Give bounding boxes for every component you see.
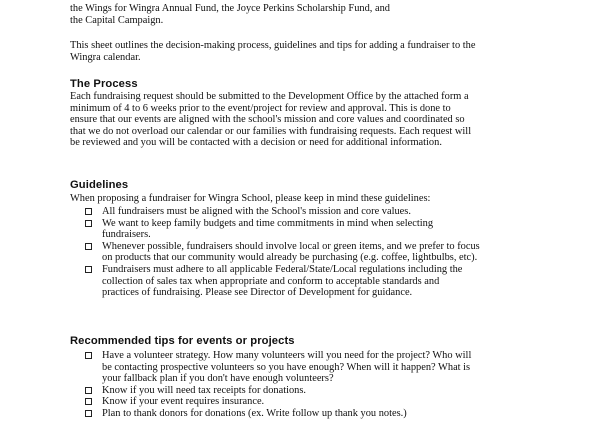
list-item [70, 385, 530, 397]
intro-fragment [70, 3, 522, 26]
checkbox-icon [85, 387, 92, 394]
text-line: collection of sales tax when appropriate and conform to acceptable standards and [102, 275, 440, 287]
text-line: Have a volunteer strategy. How many volunteers will you need for the project? Who will [102, 350, 472, 361]
text-line: ensure that our events are aligned with the school's mission and core values and coordinated so [70, 114, 465, 126]
text-line: on products that our community would already be purchasing (e.g. coffee, lightbulbs, etc). [102, 252, 478, 264]
list-item [70, 408, 530, 420]
list-item [70, 264, 530, 299]
guidelines-intro [70, 193, 522, 205]
checkbox-icon [85, 352, 92, 359]
tips-heading: Recommended tips for events or projects [70, 335, 295, 347]
guidelines-heading: Guidelines [70, 179, 129, 191]
list-item [70, 218, 530, 241]
text-line: Plan to thank donors for donations (ex. Write follow up thank you notes.) [102, 407, 407, 419]
text-line: Fundraisers must adhere to all applicable Federal/State/Local regulations including the [102, 263, 463, 275]
text-line: fundraisers. [102, 229, 151, 241]
text-line: Know if you will need tax receipts for donations. [102, 384, 307, 396]
text-line: the Wings for Wingra Annual Fund, the Joyce Perkins Scholarship Fund, and [70, 3, 390, 14]
list-item [70, 396, 530, 408]
text-line: be reviewed and you will be contacted with a decision or need for additional information. [70, 137, 442, 149]
text-line: Know if your event requires insurance. [102, 396, 265, 408]
text-line: We want to keep family budgets and time commitments in mind when selecting [102, 217, 434, 229]
checkbox-icon [85, 243, 92, 250]
text-line: When proposing a fundraiser for Wingra School, please keep in mind these guidelines: [70, 193, 431, 204]
text-line: All fundraisers must be aligned with the School's mission and core values. [102, 206, 411, 217]
text-line: minimum of 4 to 6 weeks prior to the event/project for review and approval. This is done to [70, 102, 451, 114]
text-line: that we do not overload our calendar or our families with fundraising requests. Each request will [70, 125, 472, 137]
list-item [70, 350, 530, 385]
checkbox-icon [85, 220, 92, 227]
checkbox-icon [85, 398, 92, 405]
text-line: This sheet outlines the decision-making process, guidelines and tips for adding a fundraiser to the [70, 40, 476, 51]
checkbox-icon [85, 410, 92, 417]
text-line: Whenever possible, fundraisers should involve local or green items, and we prefer to focus [102, 240, 480, 252]
tips-list [70, 350, 530, 420]
purpose-paragraph [70, 40, 522, 63]
text-line: practices of fundraising. Please see Director of Development for guidance. [102, 287, 413, 299]
process-heading: The Process [70, 78, 138, 90]
text-line: the Capital Campaign. [70, 14, 164, 26]
text-line: be contacting prospective volunteers so you have enough? When will it happen? What is [102, 361, 471, 373]
guidelines-list [70, 206, 530, 299]
list-item [70, 241, 530, 264]
checkbox-icon [85, 266, 92, 273]
text-line: Each fundraising request should be submitted to the Development Office by the attached form a [70, 91, 469, 102]
text-line: Wingra calendar. [70, 51, 141, 63]
process-paragraph [70, 91, 522, 149]
list-item [70, 206, 530, 218]
checkbox-icon [85, 208, 92, 215]
text-line: your fallback plan if you don't have enough volunteers? [102, 373, 334, 385]
